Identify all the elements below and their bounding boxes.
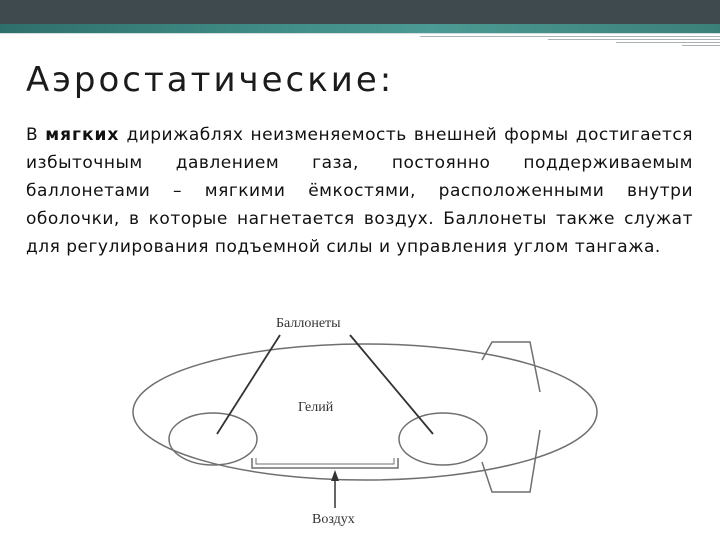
airship-diagram-drawing	[130, 312, 600, 534]
airship-diagram	[130, 312, 600, 534]
label-ballonets: Баллонеты	[276, 316, 341, 331]
header-bar	[0, 0, 720, 24]
pointer-line-right	[350, 335, 433, 434]
air-intake-arrowhead	[331, 470, 339, 481]
lower-tail-fin	[482, 430, 540, 492]
right-ballonet	[399, 413, 487, 465]
paragraph-intro: В	[26, 125, 46, 145]
label-air: Воздух	[312, 512, 355, 527]
body-paragraph	[26, 121, 693, 316]
pointer-line-left	[217, 335, 280, 434]
label-helium: Гелий	[298, 400, 334, 415]
header-rule	[0, 33, 720, 34]
paragraph-bold-word: мягких	[45, 125, 120, 145]
air-duct	[252, 458, 398, 468]
upper-tail-fin	[482, 342, 540, 392]
paragraph-text: дирижаблях неизменяемость внешней формы достигается избыточным давлением газа, постоянно поддерживаемым баллонетами – мягкими ёмкостями, расположенными внутри оболочки, в которые нагнетается воздух. Баллонеты также служат для регулирования подъемной силы и управления углом тангажа.	[26, 125, 693, 257]
airship-envelope	[133, 344, 597, 480]
header-accent-bar	[0, 24, 720, 33]
decorative-rule-lines	[420, 36, 720, 47]
left-ballonet	[169, 413, 257, 465]
slide-title: Аэростатические:	[26, 60, 395, 100]
